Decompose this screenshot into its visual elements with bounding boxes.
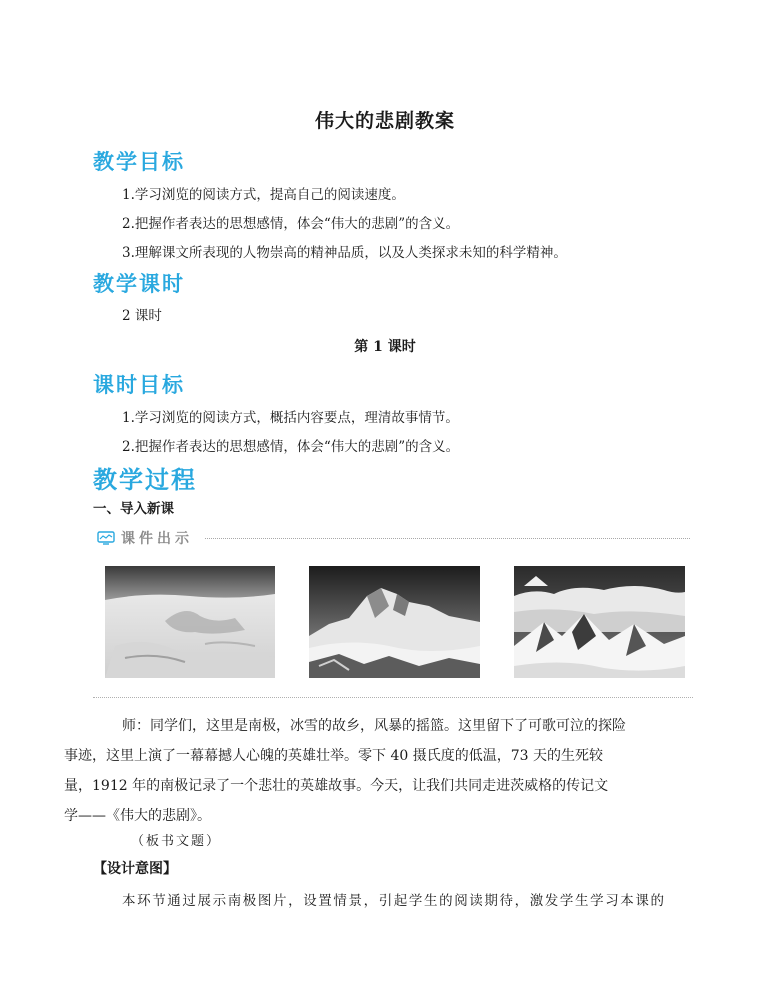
teacher-line-2: 事迹，这里上演了一幕幕撼人心魄的英雄壮举。零下 40 摄氏度的低温，73 天的生死较: [64, 748, 603, 764]
objective-item-2: 2.把握作者表达的思想感情，体会“伟大的悲剧”的含义。: [122, 216, 460, 232]
objective-item-1: 1.学习浏览的阅读方式，提高自己的阅读速度。: [122, 187, 405, 203]
slide-show-bar: [97, 528, 690, 548]
antarctic-photo-peaks: [514, 566, 685, 678]
teacher-intro-paragraph: [64, 711, 691, 831]
objective-item-3: 3.理解课文所表现的人物崇高的精神品质，以及人类探求未知的科学精神。: [122, 245, 567, 261]
lesson-objective-item-2: 2.把握作者表达的思想感情，体会“伟大的悲剧”的含义。: [122, 439, 460, 455]
heading-lesson-objectives: 课时目标: [93, 373, 185, 397]
lesson-1-title: 第 1 课时: [354, 339, 416, 355]
slide-monitor-icon: [97, 531, 115, 545]
teacher-line-4: 学——《伟大的悲剧》。: [64, 808, 211, 824]
board-note: （板书文题）: [131, 834, 222, 849]
antarctic-photo-mountain: [309, 566, 480, 678]
step-import-new-lesson: 一、导入新课: [93, 501, 174, 517]
teacher-line-3: 量，1912 年的南极记录了一个悲壮的英雄故事。今天，让我们共同走进茨威格的传记文: [64, 778, 609, 794]
design-intent-heading: 【设计意图】: [93, 861, 177, 877]
teacher-line-1: 师：同学们，这里是南极，冰雪的故乡，风暴的摇篮。这里留下了可歌可泣的探险: [122, 718, 626, 734]
slide-show-label: 课件出示: [121, 531, 193, 547]
slide-bar-divider: [205, 538, 690, 539]
design-intent-text: 本环节通过展示南极图片，设置情景，引起学生的阅读期待，激发学生学习本课的: [122, 893, 666, 909]
heading-teaching-hours: 教学课时: [93, 272, 185, 296]
document-title: 伟大的悲剧教案: [314, 110, 455, 132]
lesson-objective-item-1: 1.学习浏览的阅读方式，概括内容要点，理清故事情节。: [122, 410, 459, 426]
heading-teaching-objectives: 教学目标: [93, 150, 185, 174]
heading-teaching-process: 教学过程: [93, 466, 197, 494]
antarctic-photo-plateau: [105, 566, 275, 678]
teaching-hours-value: 2 课时: [122, 308, 162, 324]
slide-bottom-divider: [93, 697, 693, 698]
